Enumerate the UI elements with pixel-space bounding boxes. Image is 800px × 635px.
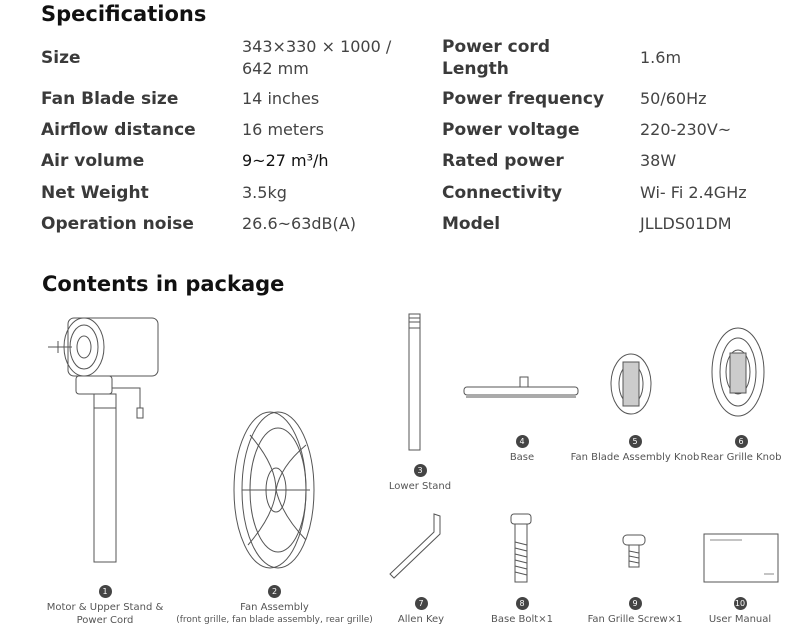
package-item-4: [487, 435, 557, 464]
item-number-badge: 6: [735, 435, 748, 448]
spec-label-power-frequency: Power frequency: [442, 89, 605, 109]
item-number-badge: 5: [629, 435, 642, 448]
fan-blade-knob-icon: [605, 352, 655, 417]
allen-key-icon: [388, 512, 448, 582]
item-number-badge: 4: [516, 435, 529, 448]
user-manual-icon: [702, 532, 780, 584]
package-item-5: [570, 435, 700, 464]
spec-value-power-voltage: 220-230V~: [640, 120, 732, 139]
fan-assembly-icon: [228, 405, 318, 575]
package-item-10: [700, 597, 780, 626]
grille-screw-icon: [620, 533, 650, 573]
package-item-6: [698, 435, 784, 464]
package-item-8: [482, 597, 562, 626]
item-label-line1: Base: [509, 452, 535, 463]
spec-label-airflow-distance: Airflow distance: [41, 120, 196, 140]
item-label-line1: Fan Blade Assembly Knob: [570, 452, 700, 463]
item-label-line1: Base Bolt×1: [491, 614, 553, 625]
item-number-badge: 9: [629, 597, 642, 610]
spec-label-connectivity: Connectivity: [442, 183, 563, 203]
item-number-badge: 2: [268, 585, 281, 598]
spec-label-power-voltage: Power voltage: [442, 120, 580, 140]
item-label-line1: Allen Key: [397, 614, 445, 625]
item-label-line1: Fan Assembly: [240, 602, 309, 613]
lower-stand-icon: [405, 310, 425, 455]
package-contents-title: Contents in package: [42, 272, 285, 296]
item-label-line2: Power Cord: [76, 615, 134, 626]
spec-value-net-weight: 3.5kg: [242, 183, 287, 202]
spec-label-power-cord-line1: Power cord: [442, 37, 550, 57]
item-label-line1: Rear Grille Knob: [700, 452, 782, 463]
item-number-badge: 8: [516, 597, 529, 610]
spec-label-size: Size: [41, 48, 81, 68]
item-label-line1: Lower Stand: [388, 481, 452, 492]
item-label-line1: Fan Grille Screw×1: [587, 614, 683, 625]
motor-upper-stand-icon: [40, 308, 170, 578]
spec-value-airflow-distance: 16 meters: [242, 120, 324, 139]
spec-value-size-line2: 642 mm: [242, 59, 309, 78]
spec-value-power-frequency: 50/60Hz: [640, 89, 707, 108]
spec-label-rated-power: Rated power: [442, 151, 564, 171]
spec-value-size-line1: 343×330 × 1000 /: [242, 37, 392, 56]
spec-value-fan-blade-size: 14 inches: [242, 89, 320, 108]
item-number-badge: 3: [414, 464, 427, 477]
spec-label-operation-noise: Operation noise: [41, 214, 194, 234]
package-item-9: [585, 597, 685, 626]
item-number-badge: 10: [734, 599, 746, 608]
item-number-badge: 1: [99, 585, 112, 598]
base-bolt-icon: [507, 512, 537, 587]
specifications-title: Specifications: [41, 2, 207, 26]
spec-label-air-volume: Air volume: [41, 151, 145, 171]
spec-label-fan-blade-size: Fan Blade size: [41, 89, 179, 109]
item-label-line2: (front grille, fan blade assembly, rear grille): [176, 615, 373, 625]
spec-value-rated-power: 38W: [640, 151, 677, 170]
item-label-line1: User Manual: [708, 614, 772, 625]
package-item-2: [172, 585, 377, 627]
package-item-3: [375, 464, 465, 493]
base-icon: [462, 375, 582, 405]
spec-label-model: Model: [442, 214, 501, 234]
spec-value-model: JLLDS01DM: [640, 214, 732, 233]
item-number-badge: 7: [415, 597, 428, 610]
spec-label-power-cord-line2: Length: [442, 59, 509, 79]
spec-label-net-weight: Net Weight: [41, 183, 149, 203]
item-label-line1: Motor & Upper Stand &: [46, 602, 164, 613]
package-item-7: [385, 597, 457, 626]
spec-value-power-cord-length: 1.6m: [640, 48, 682, 67]
spec-value-air-volume: 9~27 m³/h: [242, 151, 329, 170]
package-item-1: [30, 585, 180, 627]
rear-grille-knob-icon: [708, 325, 768, 420]
spec-value-connectivity: Wi- Fi 2.4GHz: [640, 183, 747, 202]
spec-value-operation-noise: 26.6~63dB(A): [242, 214, 356, 233]
